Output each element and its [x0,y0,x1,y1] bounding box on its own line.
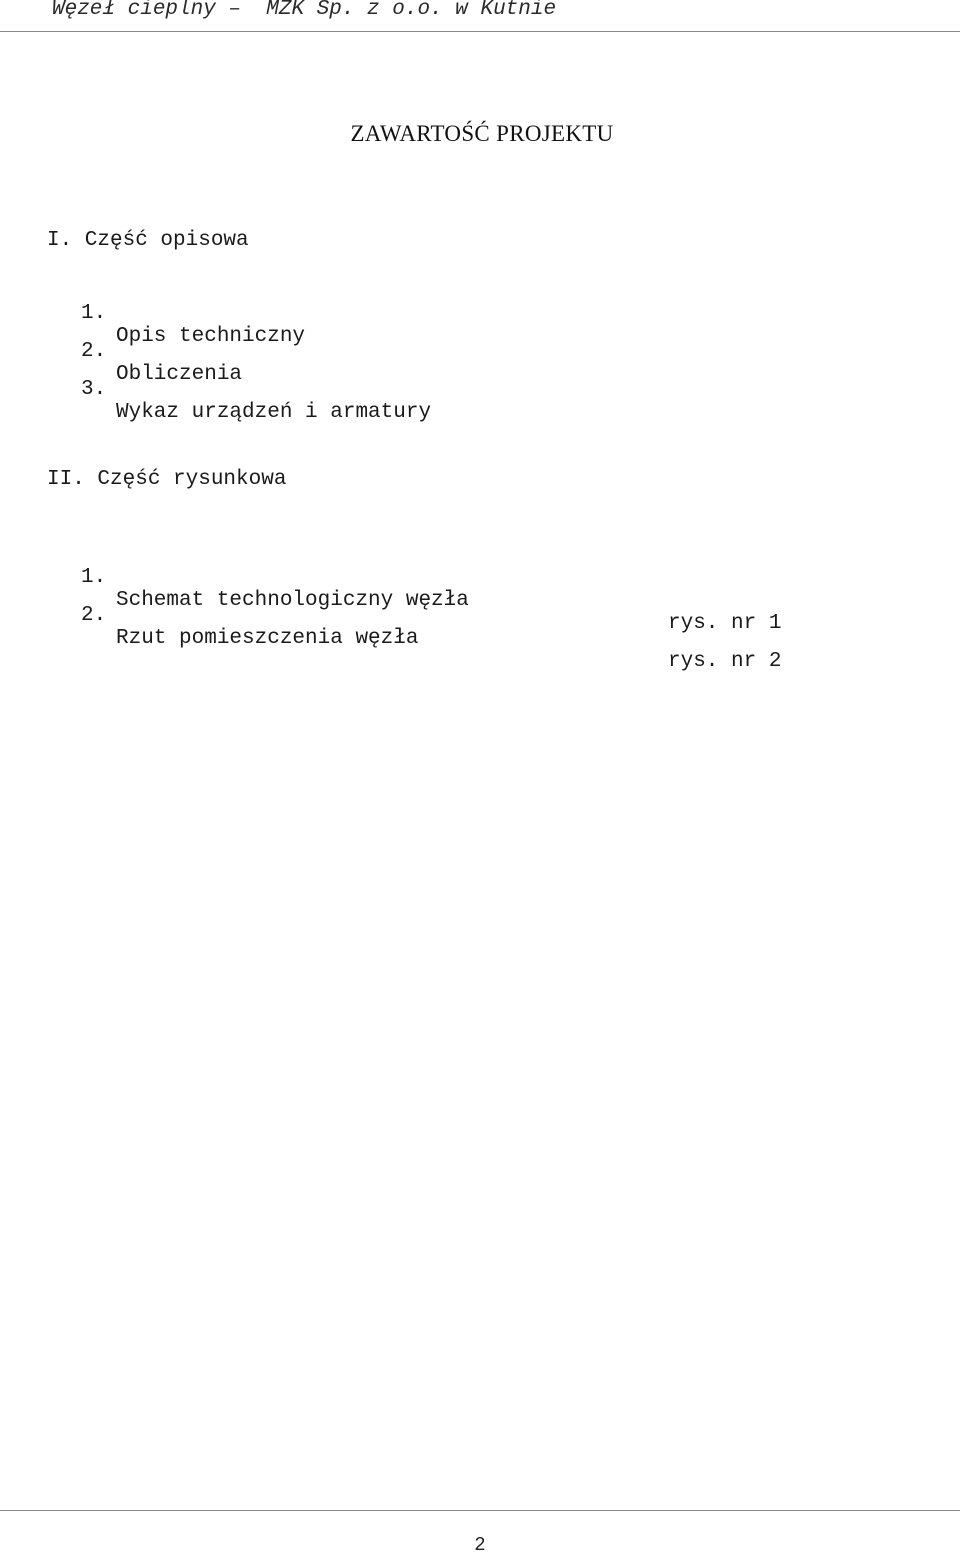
header-divider [0,31,960,32]
running-header: Węzeł cieplny – MZK Sp. z o.o. w Kutnie [52,0,557,21]
footer-divider [0,1510,960,1511]
list-item-label: Schemat technologiczny węzła [116,589,469,612]
document-title: ZAWARTOŚĆ PROJEKTU [350,121,614,146]
list-item-number: 1. [81,302,107,325]
list-item-number: 3. [81,378,107,401]
list-item-number: 2. [81,340,107,363]
section-heading-drawings: II. Część rysunkowa [47,468,287,491]
list-item-number: 1. [81,566,107,589]
list-item-number: 2. [81,604,107,627]
drawing-reference: rys. nr 2 [668,650,782,673]
list-item-label: Opis techniczny [116,325,306,348]
drawing-reference: rys. nr 1 [668,612,782,635]
page-number: 2 [474,1534,486,1556]
list-item-label: Wykaz urządzeń i armatury [116,401,432,424]
list-item-label: Obliczenia [116,363,243,386]
list-item-label: Rzut pomieszczenia węzła [116,627,419,650]
section-heading-descriptive: I. Część opisowa [47,229,249,252]
